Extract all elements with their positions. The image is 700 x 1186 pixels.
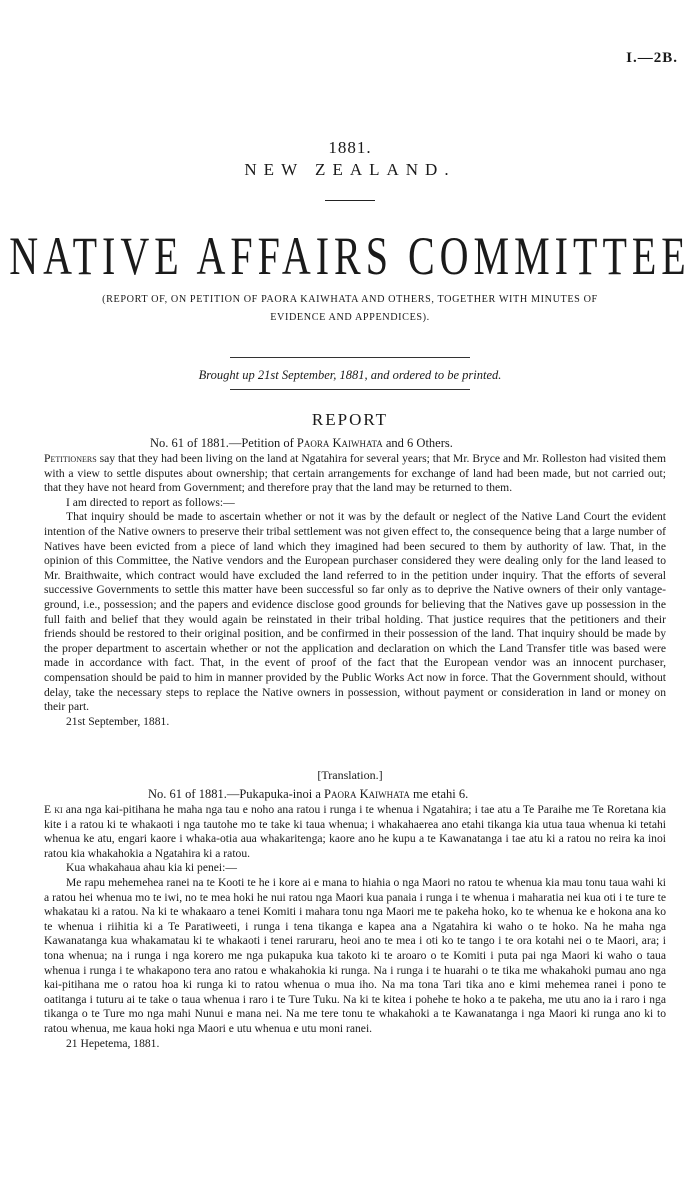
directed-line: I am directed to report as follows:— [66, 495, 235, 509]
petitioner-name: Paora Kaiwhata [296, 436, 383, 450]
translation-intro: Kua whakahaua ahau kia ki penei:— [66, 861, 237, 875]
subtitle-line-2: EVIDENCE AND APPENDICES). [270, 312, 430, 323]
document-title: NATIVE AFFAIRS COMMITTEE [9, 225, 691, 287]
petitioners-label: Petitioners [44, 452, 97, 465]
report-heading: REPORT [311, 410, 389, 429]
findings-paragraph: That inquiry should be made to ascertain whether or not it was by the default or neglect of the Native Land Court the evident intention of the Native owners to preserve their tribal settlement was not given effect to, the consequence being that a large number of Natives have been evicted from a piece of land which they imagined had been secured to them by authority of law. That, in the opinion of this Committee, the Native vendors and the European purchaser considered they were dealing only for the land leased to Mr. Braithwaite, which contract would have excluded the land referred to in the petition under inquiry. That the efforts of several successive Governments to settle this matter have been successful so far only as to deprive the Native owners of their only vantage-ground, i.e., possession; and the papers and evidence disclose good grounds for believing that the Natives gave up possession in the full faith and belief that they would again be reinstated in their tribal holding. That justice requires that the petitioners and their friends should be restored to their original position, and be confirmed in their possession of the land. That inquiry should be made by the proper department to ascertain whether or not the application and declaration on which the Land Transfer title was based were made in accordance with fact. That, in the event of proof of the fact that the European vendor was an innocent purchaser, compensation should be paid to him in manner provided by the Public Works Act now in force. That the Government should, without delay, take the necessary steps to replace the Native owners in possession, without payment or consideration in land or money on their part. [44, 510, 666, 714]
translation-petition-number [148, 787, 468, 802]
translation-date: 21 Hepetema, 1881. [66, 1036, 160, 1050]
subtitle-line-1: (REPORT OF, ON PETITION OF PAORA KAIWHATA AND OTHERS, TOGETHER WITH MINUTES OF [102, 294, 598, 305]
translation-body [44, 803, 666, 1051]
petitioners-paragraph [44, 452, 666, 496]
translation-petition-tail: me etahi 6. [409, 787, 469, 801]
divider-top [230, 357, 470, 358]
translation-paragraph-1 [44, 803, 666, 861]
translation-heading: [Translation.] [317, 768, 383, 782]
country-heading: NEW ZEALAND. [244, 160, 456, 179]
petition-number-tail: and 6 Others. [382, 436, 453, 450]
petitioners-text: say that they had been living on the land at Ngatahira for several years; that Mr. Bryce and Mr. Rolleston had visited them with a view to settle disputes about ownership; that certain arrangements for exchange of land had been made, but not carried out; that they have not heard from Government; and therefore pray that the land may be returned to them. [44, 452, 666, 495]
report-date: 21st September, 1881. [66, 714, 170, 728]
year-heading: 1881. [328, 138, 372, 157]
brought-up-note: Brought up 21st September, 1881, and ordered to be printed. [198, 368, 502, 382]
translation-petitioner-name: Paora Kaiwhata [324, 787, 410, 801]
translation-paragraph-2: Me rapu mehemehea ranei na te Kooti te he i kore ai e mana to hiahia o nga Maori no ratou te whenua kia mau tonu taua wahi ki a ratou hei whenua mo te iwi, no te mea hoki he nui ratou nga Maori kua panaia i runga i te whenua i maharatia nei kua oti i te ture te whakatau ki a ratou. Na ki te whakaaro a tenei Komiti i mahara tonu nga Maori me te pakeha hoko, ko te whenua ke e hokona ana ko te whenua i riihitia ki a Te Paratiweeti, i runga i tena tikanga e kapea ana a Ngatahira ki waho o te hoko. Na he maha nga Kawanatanga kua whakamatau ki te whakaoti i tenei raruraru, heoi ano te mea i oti ko te tango i te ora kotahi nei o te Maori, ara; i tona whenua; na i runga i nga korero me nga pukapuka kua takoto ki te aroaro o te Komiti i puta pai nga Maori ki waho o taua whenua i runga i te whakapono tera ano ratou e whakahokia ki runga. Na i runga i te huarahi o te tika me whakahoki pumau ano nga kai-pitihana me o ratou hoa ki runga ki to ratou whenua o mua iho. Na ma tona Tari tika ano e kimi mehemea ranei i pono te oatitanga i tuturu ai te take o taua whenua i raro i te Ture Tuku. Na ki te kitea i pohehe te hoko a te pakeha, me utu ano ia i raro i nga tikanga o te Ture mo nga mahi Nunui e mana nei. Na me tere tonu te whakahoki a te Kawanatanga i nga Maori ki runga ano ki to ratou whenua, me kaua hoki nga Maori e utu whenua e utu moni ranei. [44, 875, 666, 1035]
petition-number-text: No. 61 of 1881.—Petition of [150, 436, 297, 450]
page-reference: I.—2B. [626, 50, 678, 66]
divider-short [325, 200, 375, 201]
translation-paragraph-1-text: ana nga kai-pitihana he maha nga tau e noho ana ratou i runga i te whenua i Ngatahira; i tae atu a Te Paraihe me Te Roretana kia kite i a ratou ki te whakaoti i nga tautohe mo te take ki taua whenua; i whakahaerea ano etahi tikanga kia utua taua whenua ki tetahi whenua ke atu, engari kaore i whaka-otia aua whakaritenga; kaore ano he kupu a te Kawanatanga i tae atu ki a ratou no reira ka inoi ratou kia whakahokia a Ngatahira ki a ratou. [44, 803, 666, 860]
translation-petition-text: No. 61 of 1881.—Pukapuka-inoi a [148, 787, 325, 801]
report-body [44, 452, 666, 729]
translation-opening: E ki [44, 803, 63, 816]
petition-number [150, 436, 453, 451]
divider-bottom [230, 389, 470, 390]
